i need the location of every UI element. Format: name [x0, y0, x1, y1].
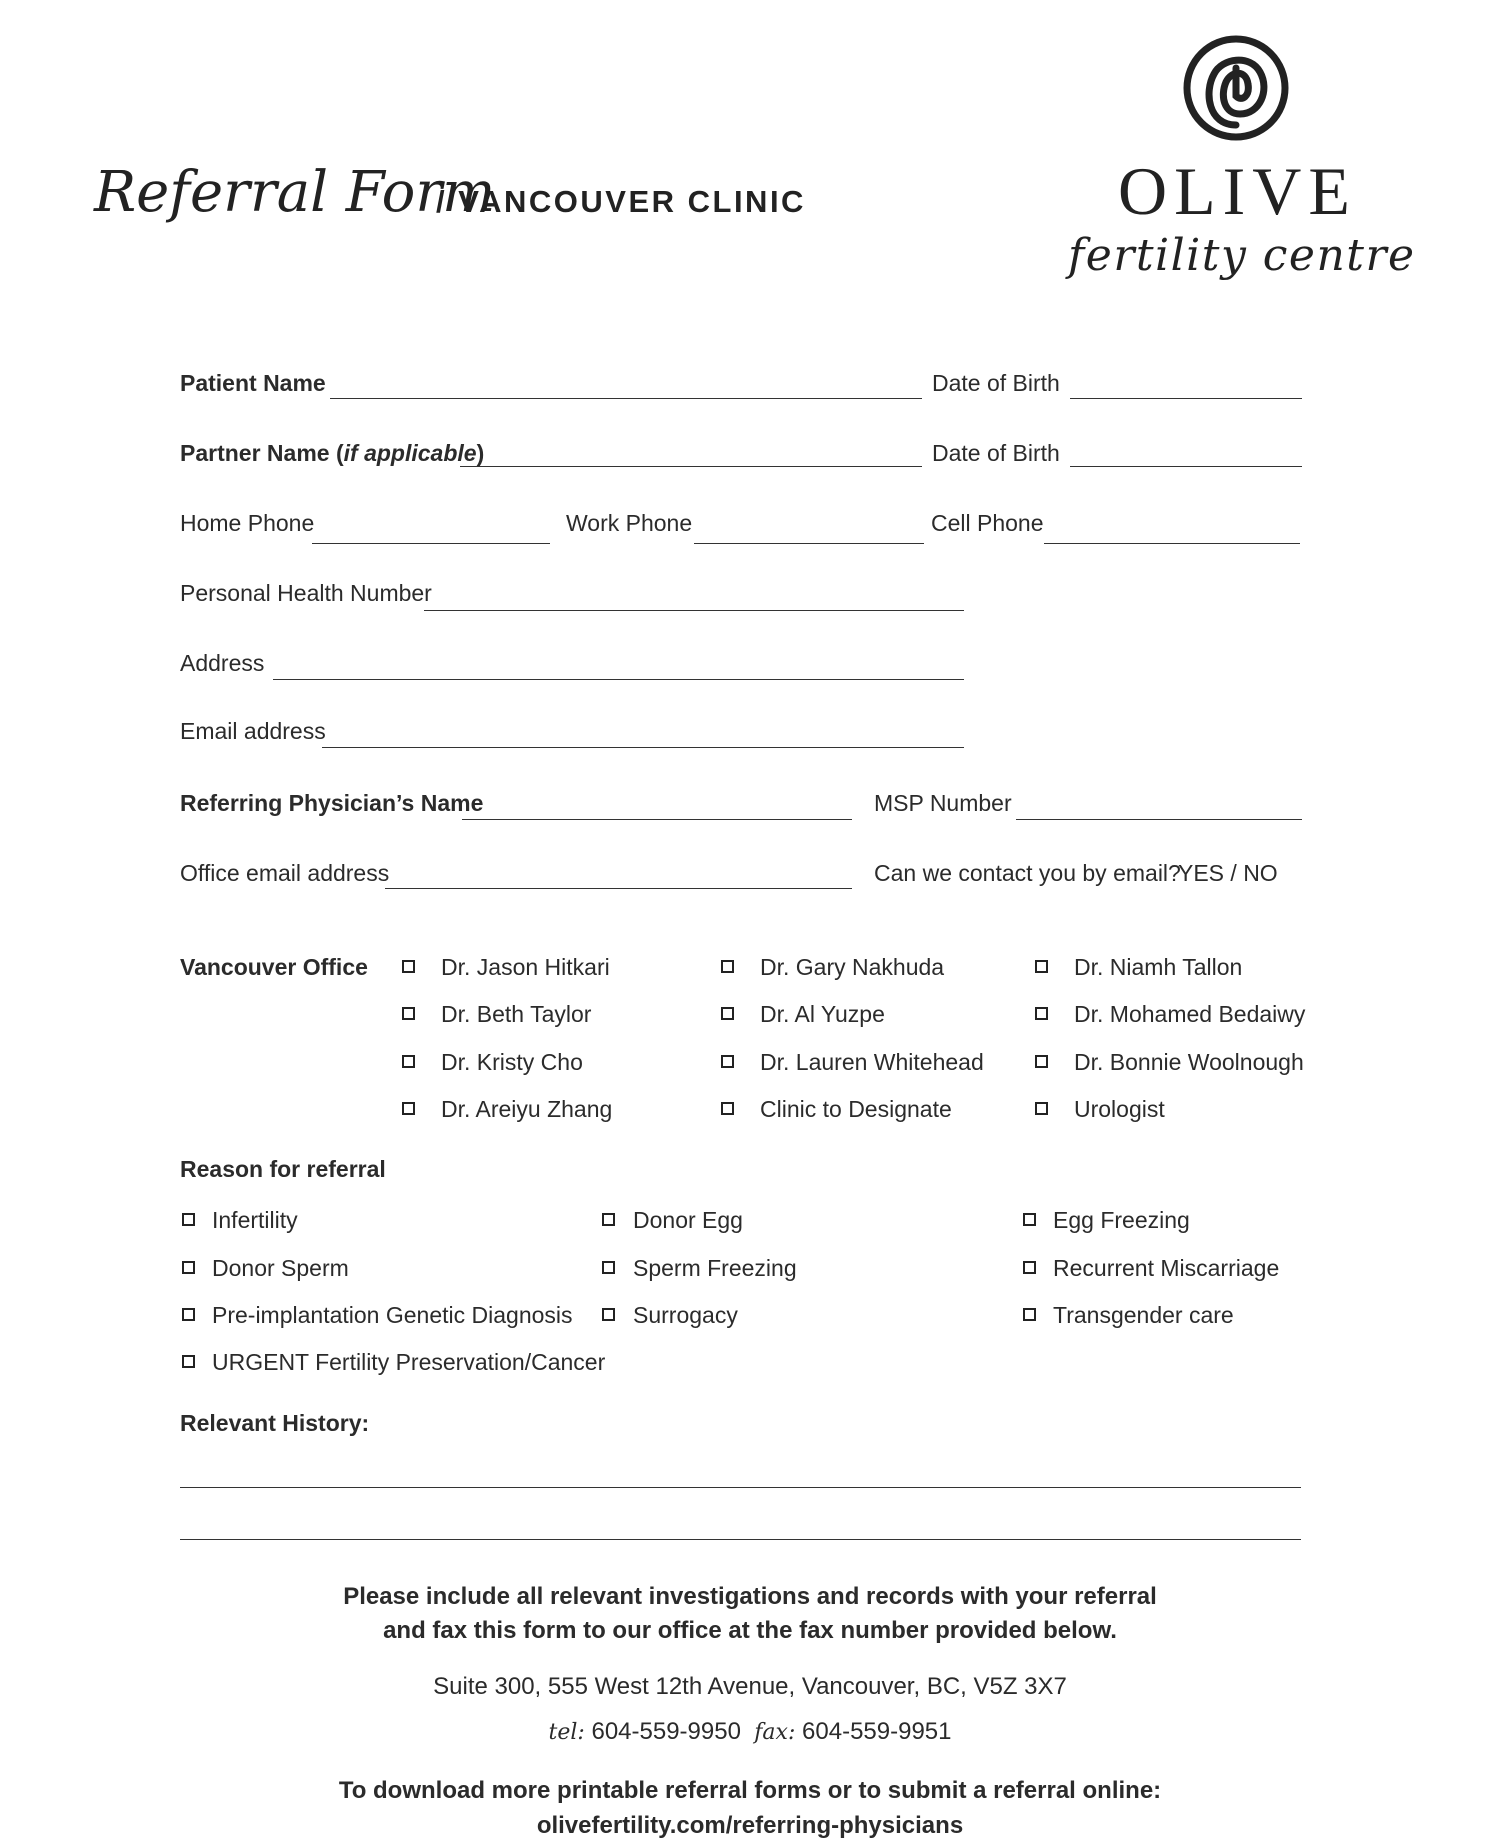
checkbox[interactable]	[182, 1355, 195, 1368]
history-line-1[interactable]	[180, 1487, 1301, 1488]
checkbox[interactable]	[402, 1007, 415, 1020]
reason-option: Infertility	[212, 1207, 298, 1233]
reason-label: Reason for referral	[180, 1156, 386, 1182]
doctor-option: Clinic to Designate	[760, 1096, 952, 1122]
checkbox[interactable]	[182, 1213, 195, 1226]
reason-option: Donor Egg	[633, 1207, 743, 1233]
checkbox[interactable]	[402, 960, 415, 973]
doctor-option: Dr. Jason Hitkari	[441, 954, 610, 980]
checkbox[interactable]	[182, 1261, 195, 1274]
history-label: Relevant History:	[180, 1410, 370, 1436]
ref-physician-field[interactable]	[462, 819, 852, 820]
checkbox[interactable]	[1035, 960, 1048, 973]
cell-phone-label: Cell Phone	[931, 510, 1044, 536]
checkbox[interactable]	[1023, 1213, 1036, 1226]
reason-option: URGENT Fertility Preservation/Cancer	[212, 1349, 606, 1375]
partner-applicable-text: if applicable	[343, 440, 477, 466]
patient-name-label: Patient Name	[180, 370, 326, 396]
work-phone-label: Work Phone	[566, 510, 693, 536]
logo-wordmark: OLIVE	[1118, 153, 1357, 229]
footer-download-line: To download more printable referral forms or to submit a referral online:	[338, 1777, 1162, 1804]
work-phone-field[interactable]	[694, 543, 924, 544]
email-label: Email address	[180, 718, 326, 744]
checkbox[interactable]	[1035, 1055, 1048, 1068]
reason-option: Recurrent Miscarriage	[1053, 1255, 1280, 1281]
contact-email-question: Can we contact you by email?	[874, 860, 1181, 886]
footer-note-line-2: and fax this form to our office at the fax number provided below.	[383, 1617, 1117, 1644]
checkbox[interactable]	[721, 960, 734, 973]
checkbox[interactable]	[602, 1213, 615, 1226]
checkbox[interactable]	[721, 1007, 734, 1020]
reason-option: Pre-implantation Genetic Diagnosis	[212, 1302, 573, 1328]
checkbox[interactable]	[602, 1261, 615, 1274]
address-field[interactable]	[273, 679, 964, 680]
partner-close-text: )	[476, 440, 485, 466]
home-phone-field[interactable]	[312, 543, 550, 544]
doctor-option: Dr. Beth Taylor	[441, 1001, 592, 1027]
checkbox[interactable]	[402, 1102, 415, 1115]
checkbox[interactable]	[721, 1102, 734, 1115]
checkbox[interactable]	[1035, 1102, 1048, 1115]
doctor-option: Dr. Gary Nakhuda	[760, 954, 945, 980]
office-email-field[interactable]	[385, 888, 852, 889]
doctor-option: Dr. Areiyu Zhang	[441, 1096, 613, 1122]
checkbox[interactable]	[602, 1308, 615, 1321]
footer-note-line-1: Please include all relevant investigations and records with your referral	[343, 1583, 1157, 1610]
doctor-option: Urologist	[1074, 1096, 1165, 1122]
checkbox[interactable]	[182, 1308, 195, 1321]
partner-name-label	[180, 440, 484, 467]
clinic-subtitle: / VANCOUVER CLINIC	[436, 184, 806, 219]
doctor-option: Dr. Bonnie Woolnough	[1074, 1049, 1304, 1075]
doctor-option: Dr. Niamh Tallon	[1074, 954, 1243, 980]
reason-option: Sperm Freezing	[633, 1255, 797, 1281]
spiral-logo-icon	[1180, 32, 1292, 144]
checkbox[interactable]	[402, 1055, 415, 1068]
logo-subtitle: fertility centre	[1068, 230, 1416, 281]
footer-address: Suite 300, 555 West 12th Avenue, Vancouver, BC, V5Z 3X7	[433, 1673, 1067, 1700]
office-email-label: Office email address	[180, 860, 390, 886]
vancouver-office-label: Vancouver Office	[180, 954, 368, 980]
fax-label: fax:	[754, 1720, 796, 1745]
patient-dob-field[interactable]	[1070, 398, 1302, 399]
reason-option: Transgender care	[1053, 1302, 1234, 1328]
reason-option: Donor Sperm	[212, 1255, 349, 1281]
tel-label: tel:	[548, 1720, 585, 1745]
doctor-option: Dr. Al Yuzpe	[760, 1001, 885, 1027]
doctor-option: Dr. Kristy Cho	[441, 1049, 583, 1075]
partner-name-field[interactable]	[460, 466, 922, 467]
patient-dob-label: Date of Birth	[932, 370, 1060, 396]
doctor-option: Dr. Lauren Whitehead	[760, 1049, 984, 1075]
footer-contact	[0, 1718, 1500, 1746]
checkbox[interactable]	[1035, 1007, 1048, 1020]
email-field[interactable]	[322, 747, 964, 748]
phn-label: Personal Health Number	[180, 580, 432, 606]
checkbox[interactable]	[1023, 1308, 1036, 1321]
patient-name-field[interactable]	[330, 398, 922, 399]
yes-no-choice[interactable]: YES / NO	[1178, 860, 1278, 886]
phn-field[interactable]	[424, 610, 964, 611]
partner-dob-label: Date of Birth	[932, 440, 1060, 466]
fax-number: 604-559-9951	[802, 1718, 952, 1745]
msp-label: MSP Number	[874, 790, 1012, 816]
cell-phone-field[interactable]	[1044, 543, 1300, 544]
reason-option: Egg Freezing	[1053, 1207, 1190, 1233]
address-label: Address	[180, 650, 265, 676]
msp-field[interactable]	[1016, 819, 1302, 820]
partner-name-text: Partner Name (	[180, 440, 344, 466]
history-line-2[interactable]	[180, 1539, 1301, 1540]
reason-option: Surrogacy	[633, 1302, 738, 1328]
partner-dob-field[interactable]	[1070, 466, 1302, 467]
home-phone-label: Home Phone	[180, 510, 315, 536]
ref-physician-label: Referring Physician’s Name	[180, 790, 484, 816]
footer-url[interactable]: olivefertility.com/referring-physicians	[536, 1812, 964, 1839]
checkbox[interactable]	[1023, 1261, 1036, 1274]
checkbox[interactable]	[721, 1055, 734, 1068]
tel-number: 604-559-9950	[591, 1718, 741, 1745]
doctor-option: Dr. Mohamed Bedaiwy	[1074, 1001, 1306, 1027]
form-title: Referral Form	[94, 160, 496, 225]
